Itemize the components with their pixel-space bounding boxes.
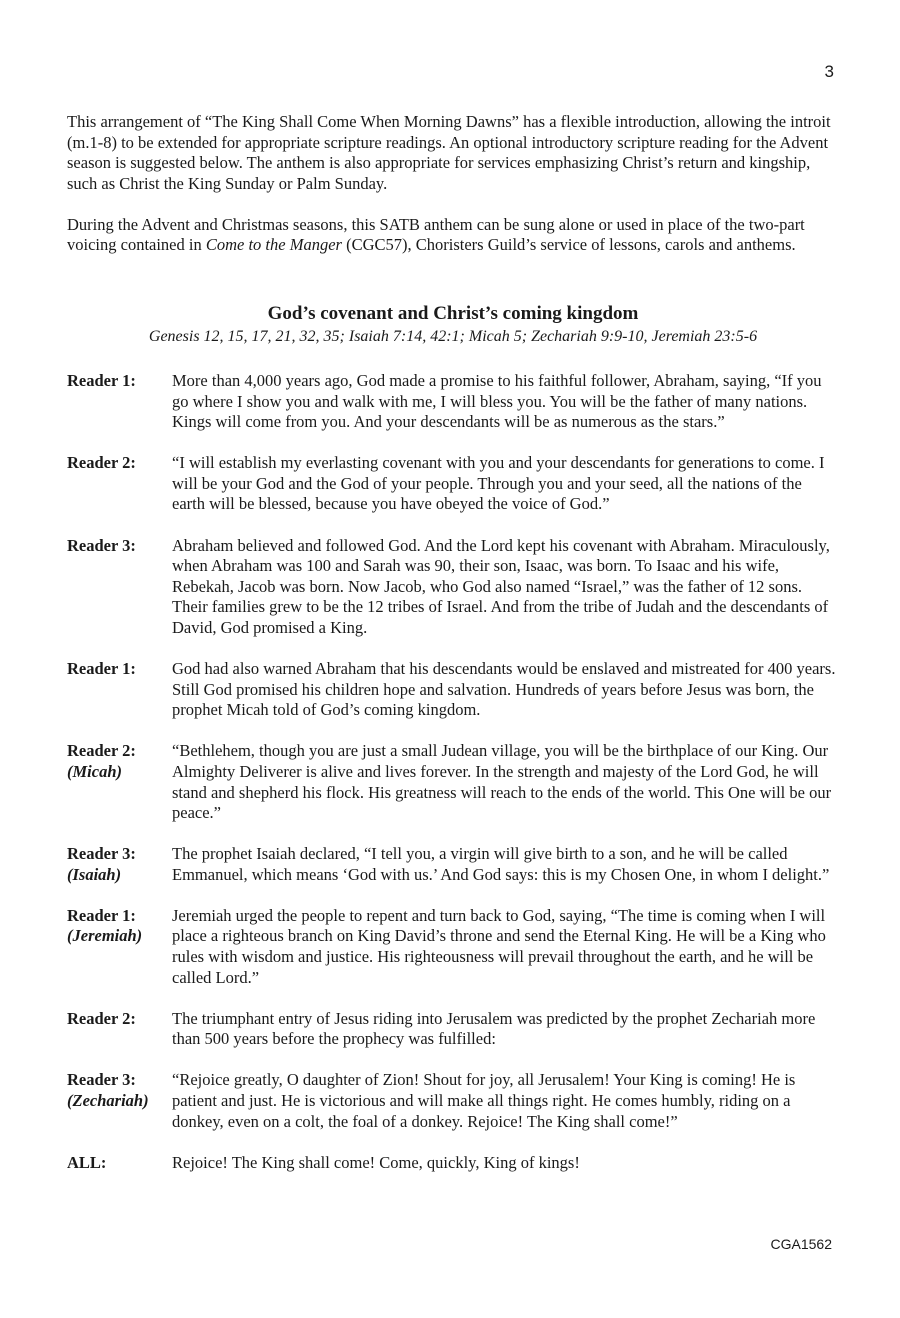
section-title: God’s covenant and Christ’s coming kingdom	[267, 303, 639, 324]
speaker-role: (Isaiah)	[67, 864, 122, 884]
reading-text: The prophet Isaiah declared, “I tell you, a virgin will give birth to a son, and he will be called Emmanuel, which means ‘God with us.’ And God says: this is my Chosen One, in whom I delight.”	[172, 844, 830, 884]
reading-entry	[67, 1153, 837, 1174]
reading-text: The triumphant entry of Jesus riding into Jerusalem was predicted by the prophet Zechariah more than 500 years before the prophecy was fulfilled:	[172, 1008, 816, 1049]
reading-speaker	[67, 741, 172, 823]
speaker-label: Reader 3:	[67, 844, 136, 864]
speaker-label: Reader 3:	[67, 535, 136, 555]
reading-entry	[67, 906, 837, 988]
intro-text: During the Advent and Christmas seasons, this SATB anthem can be sung alone or used in place of the two-part voicing contained in	[67, 214, 805, 255]
reading-speaker	[67, 906, 172, 988]
reading-entry	[67, 741, 837, 823]
scripture-references: Genesis 12, 15, 17, 21, 32, 35; Isaiah 7:14, 42:1; Micah 5; Zechariah 9:9-10, Jeremiah 23:5-6	[148, 328, 758, 345]
reading-text: “Rejoice greatly, O daughter of Zion! Shout for joy, all Jerusalem! Your King is coming! He is patient and just. He is victorious and will make all things right. He comes humbly, riding on a donkey, even on a colt, the foal of a donkey. Rejoice! The King shall come!”	[172, 1070, 796, 1131]
reading-speaker	[67, 453, 172, 515]
reading-text: “I will establish my everlasting covenant with you and your descendants for generations to come. I will be your God and the God of your people. Through you and your seed, all the nations of the earth will be blessed, because you have obeyed the voice of God.”	[172, 453, 825, 514]
reading-entry	[67, 371, 837, 433]
reading-text: Jeremiah urged the people to repent and turn back to God, saying, “The time is coming when I will place a righteous branch on King David’s throne and send the Eternal King. He will be a King who rules with wisdom and justice. His righteousness will prevail throughout the earth, and he will be called Lord.”	[172, 905, 826, 987]
intro-paragraph	[67, 215, 837, 256]
speaker-label: Reader 1:	[67, 371, 136, 390]
speaker-label: Reader 1:	[67, 659, 136, 679]
reading-speaker	[67, 371, 172, 433]
page-number: 3	[824, 62, 834, 81]
reading-speaker	[67, 1009, 172, 1050]
reading-text: Rejoice! The King shall come! Come, quickly, King of kings!	[172, 1152, 580, 1172]
reading-text: More than 4,000 years ago, God made a promise to his faithful follower, Abraham, saying, “If you go where I show you and walk with me, I will bless you. You will be the father of many nations. Kings will come from you. And your descendants will be as numerous as the stars.”	[172, 371, 822, 432]
speaker-label: Reader 2:	[67, 1008, 136, 1028]
reading-entry	[67, 1070, 837, 1132]
reading-entry	[67, 1009, 837, 1050]
section-heading	[67, 302, 839, 347]
speaker-role: (Jeremiah)	[67, 926, 143, 946]
speaker-role: (Micah)	[67, 761, 122, 781]
reading-speaker	[67, 536, 172, 639]
reading-speaker	[67, 1153, 172, 1174]
reading-speaker	[67, 659, 172, 721]
reading-speaker	[67, 844, 172, 885]
reading-text: God had also warned Abraham that his descendants would be enslaved and mistreated for 400 years. Still God promised his children hope and salvation. Hundreds of years before Jesus was born, the prophet Micah told of God’s coming kingdom.	[172, 659, 836, 720]
intro-text: (CGC57), Choristers Guild’s service of lessons, carols and anthems.	[341, 235, 796, 255]
reading-entry	[67, 453, 837, 515]
speaker-label: Reader 2:	[67, 453, 136, 473]
speaker-role: (Zechariah)	[67, 1091, 149, 1111]
reading-speaker	[67, 1070, 172, 1132]
speaker-label: Reader 1:	[67, 905, 136, 925]
catalog-code: CGA1562	[770, 1236, 832, 1252]
reading-text: Abraham believed and followed God. And the Lord kept his covenant with Abraham. Miraculously, when Abraham was 100 and Sarah was 90, their son, Isaac, was born. To Isaac and his wife, Rebekah, Jacob was born. Now Jacob, who God also named “Israel,” was the father of 12 sons. Their families grew to be the 12 tribes of Israel. And from the tribe of Judah and the descendants of David, God promised a King.	[172, 535, 830, 637]
speaker-label: Reader 3:	[67, 1070, 136, 1090]
readings-list	[67, 371, 837, 1194]
speaker-label: ALL:	[67, 1152, 107, 1172]
book-title: Come to the Manger	[205, 235, 342, 255]
intro-paragraph: This arrangement of “The King Shall Come When Morning Dawns” has a flexible introduction, allowing the introit (m.1-8) to be extended for appropriate scripture readings. An optional introductory scripture reading for the Advent season is suggested below. The anthem is also appropriate for services emphasizing Christ’s return and kingship, such as Christ the King Sunday or Palm Sunday.	[67, 112, 831, 193]
intro-section	[67, 112, 837, 277]
reading-entry	[67, 659, 837, 721]
reading-entry	[67, 536, 837, 639]
speaker-label: Reader 2:	[67, 741, 136, 761]
reading-entry	[67, 844, 837, 885]
reading-text: “Bethlehem, though you are just a small Judean village, you will be the birthplace of our King. Our Almighty Deliverer is alive and lives forever. In the strength and majesty of the Lord God, he will stand and shepherd his flock. His greatness will reach to the ends of the world. This One will be our peace.”	[172, 741, 832, 823]
